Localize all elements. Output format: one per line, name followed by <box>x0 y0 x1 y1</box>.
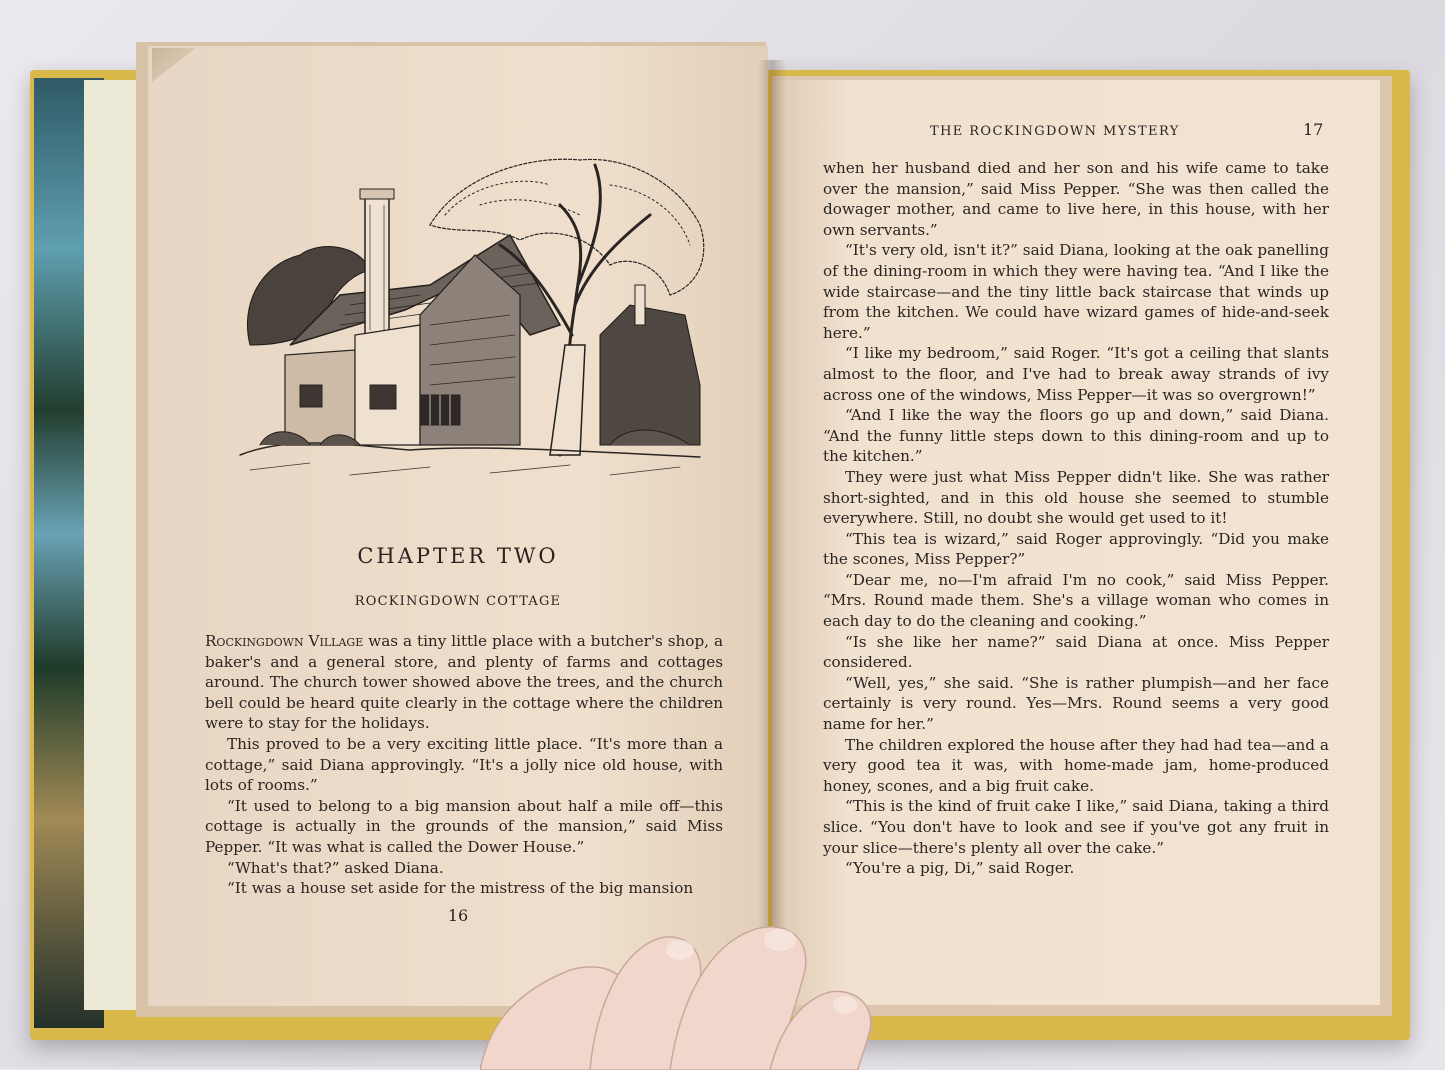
cottage-illustration <box>230 145 710 490</box>
paragraph: “This is the kind of fruit cake I like,” said Diana, taking a third slice. “You don't have to look and see if you've got any fruit in your slice—there's plenty all over the cake.” <box>823 797 1329 857</box>
paragraph: “It was a house set aside for the mistress of the big mansion <box>227 879 694 898</box>
running-head: THE ROCKINGDOWN MYSTERY <box>930 124 1180 139</box>
page-number-right: 17 <box>1303 120 1324 139</box>
paragraph: “Well, yes,” she said. “She is rather plumpish—and her face certainly is very round. Yes—Mrs. Round seems a very good name for her.” <box>823 673 1329 734</box>
chapter-title: CHAPTER TWO <box>357 544 559 568</box>
paragraph: “Dear me, no—I'm afraid I'm no cook,” said Miss Pepper. “Mrs. Round made them. She's a village woman who comes in each day to do the cleaning and cooking.” <box>823 570 1329 631</box>
paragraph: This proved to be a very exciting little place. “It's more than a cottage,” said Diana approvingly. “It's a jolly nice old house, with lots of rooms.” <box>205 734 723 795</box>
hand-image <box>480 910 910 1070</box>
right-page-body <box>823 158 1329 879</box>
page-number-left: 16 <box>447 906 469 925</box>
paragraph: “It's very old, isn't it?” said Diana, looking at the oak panelling of the dining-room in which they were having tea. “And I like the wide staircase—and the tiny little back staircase that winds up from the kitchen. We could have wizard games of hide-and-seek here.” <box>823 241 1329 342</box>
paragraph: “And I like the way the floors go up and down,” said Diana. “And the funny little steps down to this dining-room and up to the kitchen.” <box>823 406 1329 466</box>
paragraph: when her husband died and her son and his wife came to take over the mansion,” said Miss Pepper. “She was then called the dowager mother, and came to live here, in this house, with her own servants.” <box>823 159 1329 239</box>
opening-words: Rockingdown Village <box>205 632 364 650</box>
paragraph: They were just what Miss Pepper didn't like. She was rather short-sighted, and in this old house she seemed to stumble everywhere. Still, no doubt she would get used to it! <box>823 467 1329 528</box>
paragraph: “You're a pig, Di,” said Roger. <box>845 859 1075 878</box>
paragraph: “I like my bedroom,” said Roger. “It's got a ceiling that slants almost to the floor, and I've had to break away strands of ivy across one of the windows, Miss Pepper—it was so overgrown!” <box>823 344 1329 404</box>
left-page-body <box>205 631 723 899</box>
paragraph <box>205 631 723 734</box>
book-gutter <box>758 60 786 1010</box>
paragraph: “It used to belong to a big mansion about half a mile off—this cottage is actually in the grounds of the mansion,” said Miss Pepper. “It was what is called the Dower House.” <box>205 796 723 856</box>
paragraph: “What's that?” asked Diana. <box>227 858 444 877</box>
paragraph: The children explored the house after they had had tea—and a very good tea it was, with home-made jam, home-produced honey, scones, and a big fruit cake. <box>823 735 1329 795</box>
paragraph: “Is she like her name?” said Diana at once. Miss Pepper considered. <box>823 632 1329 672</box>
chapter-subtitle: ROCKINGDOWN COTTAGE <box>354 594 562 609</box>
paragraph: “This tea is wizard,” said Roger approvingly. “Did you make the scones, Miss Pepper?” <box>823 529 1329 569</box>
paragraph-text: was a tiny little place with a butcher's shop, a baker's and a general store, and plenty of farms and cottages around. The church tower showed above the trees, and the church bell could be heard quite clearly in the cottage where the children were to stay for the holidays. <box>205 632 723 733</box>
